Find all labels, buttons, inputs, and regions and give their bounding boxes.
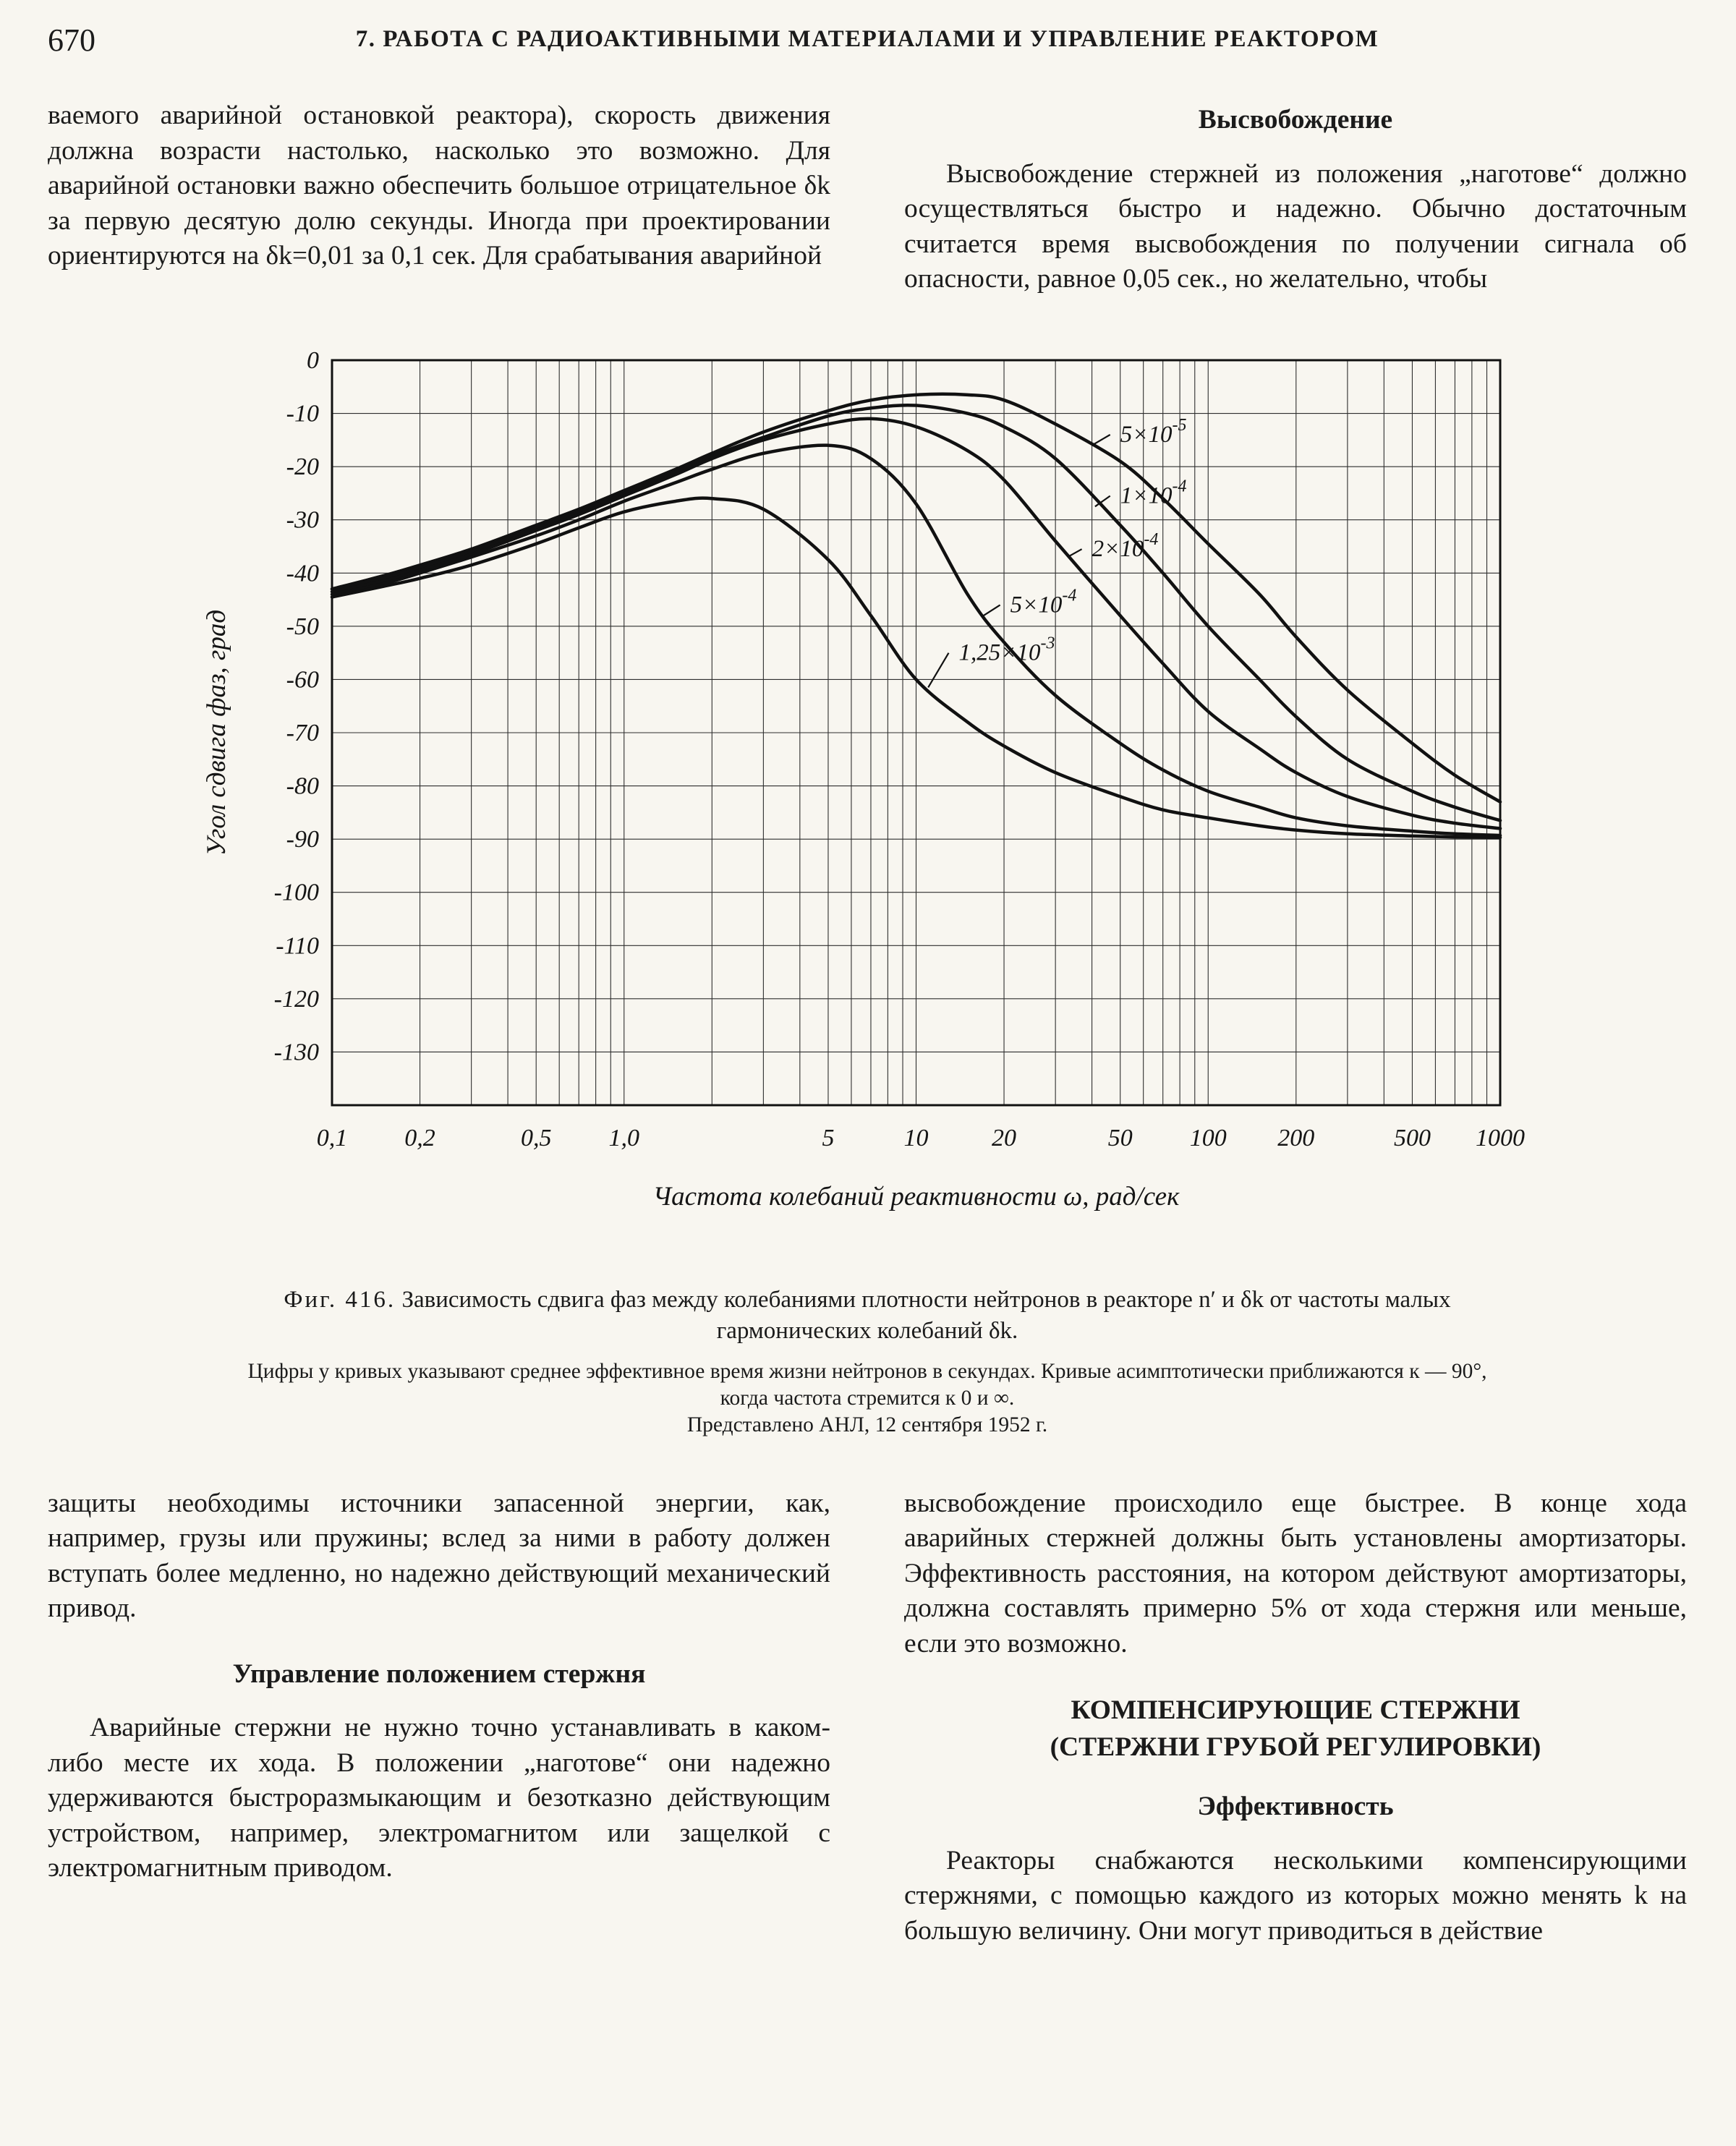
svg-text:50: 50 [1107,1124,1133,1151]
svg-text:-90: -90 [286,825,319,853]
svg-text:0,1: 0,1 [316,1124,348,1151]
svg-text:20: 20 [992,1124,1017,1151]
figure-note-source: Представлено АНЛ, 12 сентября 1952 г. [686,1413,1048,1436]
svg-text:0: 0 [307,346,319,374]
svg-text:-30: -30 [286,506,319,534]
svg-text:Угол сдвига фаз, град: Угол сдвига фаз, град [202,609,231,856]
phase-shift-chart [180,335,1554,1261]
svg-text:5×10-4: $5\times 10^{-4}$ [1010,585,1077,618]
section-heading-rod-position: Управление положением стержня [232,1659,646,1689]
svg-text:1,25×10-3: $1,25\times 10^{-3}$ [958,634,1055,666]
svg-text:-10: -10 [286,400,319,427]
paragraph-left-bottom-1: защиты необходимы источники запасенной энергии, как, например, грузы или пружины; вслед за ними в работу должен вступать более медленно, но надежно действующий механический привод. [48,1488,830,1623]
top-right-column [904,98,1687,297]
page-header [48,19,1687,65]
section-subheading-effectiveness: Эффективность [1197,1792,1394,1821]
svg-text:100: 100 [1189,1124,1227,1151]
svg-text:-70: -70 [286,719,319,746]
svg-text:10: 10 [903,1124,929,1151]
figure-note: Цифры у кривых указывают среднее эффективное время жизни нейтронов в секундах. Кривые асимптотически приближаются к — 90°, когда частота стремится к 0 и ∞. [247,1359,1487,1410]
bottom-left-column [48,1486,830,1949]
svg-text:-100: -100 [273,879,319,906]
svg-text:200: 200 [1277,1124,1315,1151]
svg-text:-130: -130 [273,1038,319,1065]
top-text-columns [48,98,1687,297]
svg-text:-40: -40 [286,559,319,587]
svg-text:500: 500 [1393,1124,1431,1151]
svg-text:-120: -120 [273,985,319,1013]
paragraph-right-bottom-1: высвобождение происходило еще быстрее. В конце хода аварийных стержней должны быть установлены амортизаторы. Эффективность расстояния, на котором действуют амортизаторы, должна составлять примерно 5% от хода стержня или меньше, если это возможно. [904,1488,1687,1659]
svg-text:0,5: 0,5 [520,1124,552,1151]
bottom-text-columns [48,1486,1687,1949]
section-heading-shim-rods-line2: (СТЕРЖНИ ГРУБОЙ РЕГУЛИРОВКИ) [1050,1732,1541,1762]
paragraph-left-top: ваемого аварийной остановкой реактора), скорость движения должна возрасти настолько, насколько это возможно. Для аварийной остановки важно обеспечить большое отрицательное δk за первую десятую долю секунды. Иногда при проектировании ориентируются на δk=0,01 за 0,1 сек. Для срабатывания аварийной [48,101,830,271]
svg-text:2×10-4: $2\times 10^{-4}$ [1092,529,1159,562]
svg-text:1000: 1000 [1476,1124,1525,1151]
svg-text:0,2: 0,2 [404,1124,435,1151]
page-number: 670 [48,22,95,58]
svg-text:-110: -110 [276,932,319,959]
svg-text:-80: -80 [286,772,319,800]
figure-caption-text: Зависимость сдвига фаз между колебаниями плотности нейтронов в реакторе n′ и δk от частоты малых гармонических колебаний δk. [401,1286,1451,1344]
svg-text:-20: -20 [286,453,319,480]
svg-text:-50: -50 [286,613,319,640]
paragraph-left-bottom-2: Аварийные стержни не нужно точно устанавливать в каком-либо месте их хода. В положении „наготове“ они надежно удерживаются быстроразмыкающим и безотказно действующим устройством, например, электромагнитом или защелкой с электромагнитным приводом. [48,1713,830,1883]
svg-text:1×10-4: $1\times 10^{-4}$ [1120,477,1187,509]
paragraph-right-top: Высвобождение стержней из положения „наготове“ должно осуществляться быстро и надежно. Обычно достаточным считается время высвобождения по получении сигнала об опасности, равное 0,05 сек., но желательно, чтобы [904,158,1687,294]
figure-caption-label: Фиг. 416. [284,1286,396,1313]
running-title: 7. РАБОТА С РАДИОАКТИВНЫМИ МАТЕРИАЛАМИ И УПРАВЛЕНИЕ РЕАКТОРОМ [355,26,1379,52]
figure-caption [216,1285,1518,1347]
section-heading-shim-rods-line1: КОМПЕНСИРУЮЩИЕ СТЕРЖНИ [1071,1695,1520,1725]
svg-text:5: 5 [822,1124,835,1151]
paragraph-right-bottom-2: Реакторы снабжаются несколькими компенсирующими стержнями, с помощью каждого из которых можно менять k на большую величину. Они могут приводиться в действие [904,1845,1687,1946]
top-left-column [48,98,830,297]
section-heading-release: Высвобождение [1198,105,1393,135]
figure-416 [48,335,1687,1439]
svg-text:5×10-5: $5\times 10^{-5}$ [1120,415,1187,448]
svg-text:-60: -60 [286,665,319,693]
svg-text:1,0: 1,0 [608,1124,639,1151]
bottom-right-column [904,1486,1687,1949]
svg-text:Частота колебаний реактивности: Частота колебаний реактивности ω, рад/сек [652,1181,1180,1212]
